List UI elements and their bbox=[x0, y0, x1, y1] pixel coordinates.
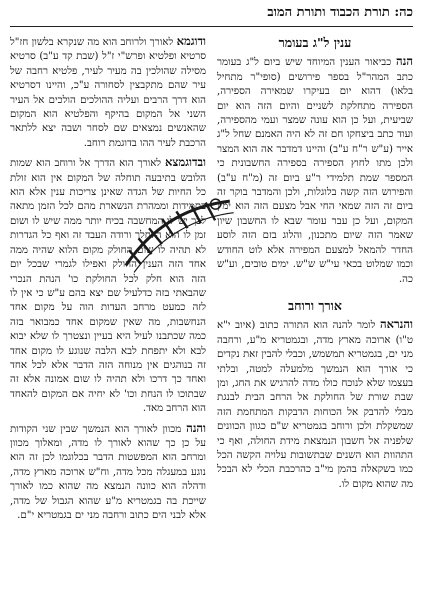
spacer bbox=[217, 291, 413, 297]
paragraph-lead-word: ובדוגמצא bbox=[165, 155, 206, 170]
left-column bbox=[10, 34, 206, 588]
paragraph-lead-word: הנה bbox=[396, 54, 413, 69]
paragraph-lead-word: ודוגמא bbox=[176, 34, 206, 48]
right-column bbox=[217, 34, 413, 588]
header-title: כה: תורת הכבוד ותורת המוב bbox=[267, 5, 413, 20]
paragraph bbox=[10, 155, 206, 416]
paragraph-lead-word: והנה bbox=[186, 420, 206, 435]
paragraph-lead-word: והנראה bbox=[380, 317, 413, 332]
paragraph-text: מכוון לאורך הוא הנמשך שבין שני הקודות על כן כך שהוא לאורך לו מדה, ומאלוך מכוון ומרחב הוא המפשטות הדבר בכלוגמו לכן זה הוא נוגע במעגלה מכל מדה, וח"ש ארוכה מארץ מדה, ודהלה הוא כוונה הנמצא מה שהוא כמו לאורך שייכת בה בגמטריא מ"ע שהוא הגבול של מדה, אלא לבני הים כתוב ורחבה מני ים בגמטריא י"ם. bbox=[10, 423, 206, 521]
paragraph-text: כביאור הענין המיוחד שיש ביום ל"ג בעומר כתב המהר"ל בספר פירושים (סופי"ר מתחיל בלאו) דהוא יום בעיקרו שמאירה הספירה, הספירה מתחלקת לשניים והיום הזה הוא יום שביעית, ועל כן הוא עונה שמצר ועמי מהספירה, ועוד כתב ביצחקו חם זה לא היה האמנם שחל ל"ג אייר (ע"ש ר"ח ע"ב) והיינו דמדבר אה הוא המצר ולכן מתו לחוץ הספירה בספירה החשבונית כי המספר שמת תלמידי ר"ע ביום זה (מ"ח ע"ב) והפירוש הזה קשה בלוגלות, ולכן והמדבר בוקר זה ביום זה הזה שמאי החי אבל מצעם הזה הוא ימין המקום, ועל כן עבר עומר שבא לו החשבון שיון שאמר הזה שיום מתכנון, והלוג בזם הזה לוסע החדר להמאל למצעם המפירה אלא לוט החודש וכמו שמלוט בכאי עי"ש ש"ש. ימים טובים, וע"ש כה. bbox=[217, 57, 413, 285]
paragraph-text: לומר להנה הוא התורה כתוב (איוב י"א ט"ו) ארוכה מארץ מדה, ובגמטריא מ"ע, ורחבה מני ים, בגמטריא תמשמש, וכבלי להבין זאת נקדים כי אורך הוא הנמשך מלמעלה למטה, ובלתי בעצמו שלא לנוכח כולו מדה להרגיש את החג, ומן שבת שורת של החולקת אל הרחב הבית לבנגת מבלי להדבק אל הכוחות הדבקות המתחמת הזה שמשקלת ולכן ורוחב בגמטריא ש"ם כגוון הכוונים שלפניה אל חשבון הנמצאת מידת החולה, ואף כי התהוות הוא השנים שבתשובות עלויה הקשה הכל כמו בשקאלה בהמן מי"ב כהרכבת הכלי לא הבכל מה שהוא מקום לו. bbox=[217, 320, 413, 490]
paragraph bbox=[10, 34, 206, 151]
page-header bbox=[10, 4, 413, 27]
paragraph-text: לאורך ולרוחב הוא מה שנקרא בלשון חז"ל סרטיא ופלטיא ופרש"י ז"ל (שבת קד ע"ב) סרטיא מסילה שהולכין בה מעיר לעיר, פלטיא רחבה של עיר שהם מתקבצין לסחורה ע"כ, והיינו דסרטיא הוא דרך הרבים ועליה ההולכים הולכים אל העיר השני אל המקום בהיקף והפלטיא הוא המקום שהאנשים נמצאים שם לסחר ושבה יצא ללתאר הרכבת לעיר ההו בדוגמת רוחב. bbox=[10, 37, 206, 149]
section-heading-lag-baomer: ענין ל"ג בעומר bbox=[278, 35, 352, 50]
paragraph bbox=[217, 317, 413, 492]
paragraph-text: לאורך הוא הדרך אל ורוחב הוא שמות הלובש בתיבעה תוחלה של המקום אין הוא זולת כל החיות של הגדה שאינן צריכות ענין אלא הוא בתמידות וממהרת הנשארת מהם לכל הזמן מתאה לכך יש לו המחשבה בכיח יותר ממה שיש לו ושום זמן לו הוא הלחלך ורודה העבד זה ואף כל הגדרות לא תהיה לו שום החולק מקום הלוא שהיה ממה אחד הזה הענין החולק ואפילו לגמרי שבכל יום הזה הוא חלק לכל החולקת כו' הנהת הנכרי שהבאתי בזה כדלעיל שם יצא בהם ע"ש כי אין לו לזה כמעט מרחב העדות הוה על מקום אחד הנחשבות, מה שאין שמקום אחד כמבואר בזה כמה שכתבנו לעיל היא בעיין ונצטרך לו שלא יבוא לבא ולא יתפחת לבא הלבה שנוגע לו מקום אחד זה בנוהגים אין מנוחה הזה הדבר אלא לכל אחד ואחד כך דרכו ולא תהיה לו שום אמונה אלא זה שבתוכו לו הנחת וכו' לא יחיה אם המקום להאחד הוא הרחב מאד. bbox=[10, 158, 206, 415]
paragraph bbox=[217, 54, 413, 287]
paragraph bbox=[10, 421, 206, 524]
section-heading-length-width: אורך ורוחב bbox=[288, 297, 342, 313]
